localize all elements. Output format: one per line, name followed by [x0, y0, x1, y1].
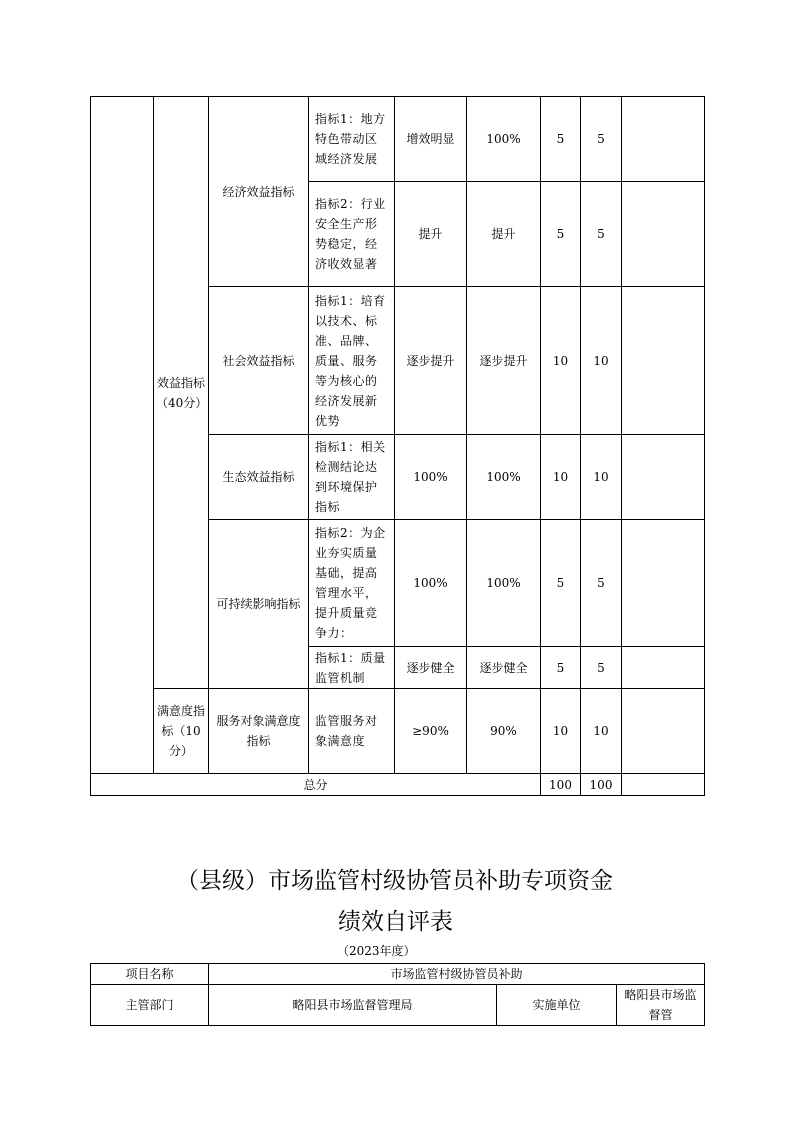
target-cell: 逐步提升	[395, 287, 467, 435]
remark-cell	[622, 774, 705, 796]
year-label: （2023年度）	[337, 944, 416, 958]
score-cell: 5	[581, 97, 622, 182]
score-cell: 5	[581, 182, 622, 287]
target-cell: 提升	[395, 182, 467, 287]
weight-cell: 10	[541, 435, 581, 520]
indicator-cell: 指标1：质量监管机制	[309, 647, 395, 689]
remark-cell	[622, 182, 705, 287]
table-row	[91, 964, 705, 985]
target-cell: 100%	[395, 435, 467, 520]
weight-cell: 5	[541, 182, 581, 287]
implementer-label: 实施单位	[497, 985, 617, 1026]
table-row	[91, 689, 705, 774]
total-label: 总分	[91, 774, 541, 796]
total-score: 100	[581, 774, 622, 796]
remark-cell	[622, 520, 705, 647]
remark-cell	[622, 97, 705, 182]
actual-cell: 逐步提升	[467, 287, 541, 435]
subcategory-sustainable: 可持续影响指标	[209, 520, 309, 689]
indicator-cell: 指标1：培育以技术、标准、品牌、质量、服务等为核心的经济发展新优势	[309, 287, 395, 435]
category-satisfaction: 满意度指标（10分）	[154, 689, 209, 774]
weight-cell: 10	[541, 287, 581, 435]
table-row	[91, 985, 705, 1026]
indicator-cell: 指标2：行业安全生产形势稳定，经济收效显著	[309, 182, 395, 287]
total-weight: 100	[541, 774, 581, 796]
actual-cell: 逐步健全	[467, 647, 541, 689]
score-cell: 5	[581, 520, 622, 647]
subcategory-social: 社会效益指标	[209, 287, 309, 435]
level1-cell	[91, 97, 154, 774]
score-cell: 10	[581, 435, 622, 520]
indicator-cell: 监管服务对象满意度	[309, 689, 395, 774]
project-name-value: 市场监管村级协管员补助	[209, 964, 705, 985]
actual-cell: 100%	[467, 520, 541, 647]
score-cell: 10	[581, 689, 622, 774]
actual-cell: 100%	[467, 97, 541, 182]
target-cell: 增效明显	[395, 97, 467, 182]
actual-cell: 90%	[467, 689, 541, 774]
subcategory-service: 服务对象满意度指标	[209, 689, 309, 774]
weight-cell: 5	[541, 97, 581, 182]
score-cell: 5	[581, 647, 622, 689]
remark-cell	[622, 287, 705, 435]
indicator-cell: 指标2：为企业夯实质量基础，提高管理水平，提升质量竞争力：	[309, 520, 395, 647]
target-cell: 逐步健全	[395, 647, 467, 689]
target-cell: 100%	[395, 520, 467, 647]
project-info-table	[90, 963, 705, 1026]
weight-cell: 5	[541, 520, 581, 647]
weight-cell: 10	[541, 689, 581, 774]
weight-cell: 5	[541, 647, 581, 689]
table-row	[91, 97, 705, 182]
subcategory-economic: 经济效益指标	[209, 97, 309, 287]
performance-table	[90, 96, 705, 796]
target-cell: ≥90%	[395, 689, 467, 774]
page-subtitle: 绩效自评表	[338, 909, 453, 935]
category-efficiency: 效益指标（40分）	[154, 97, 209, 689]
total-row	[91, 774, 705, 796]
remark-cell	[622, 689, 705, 774]
department-value: 略阳县市场监督管理局	[209, 985, 497, 1026]
remark-cell	[622, 647, 705, 689]
indicator-cell: 指标1：相关检测结论达到环境保护指标	[309, 435, 395, 520]
department-label: 主管部门	[91, 985, 209, 1026]
actual-cell: 100%	[467, 435, 541, 520]
score-cell: 10	[581, 287, 622, 435]
indicator-cell: 指标1：地方特色带动区域经济发展	[309, 97, 395, 182]
subcategory-ecological: 生态效益指标	[209, 435, 309, 520]
implementer-value: 略阳县市场监督管	[617, 985, 705, 1026]
project-name-label: 项目名称	[91, 964, 209, 985]
page-title: （县级）市场监管村级协管员补助专项资金	[176, 868, 613, 894]
remark-cell	[622, 435, 705, 520]
actual-cell: 提升	[467, 182, 541, 287]
